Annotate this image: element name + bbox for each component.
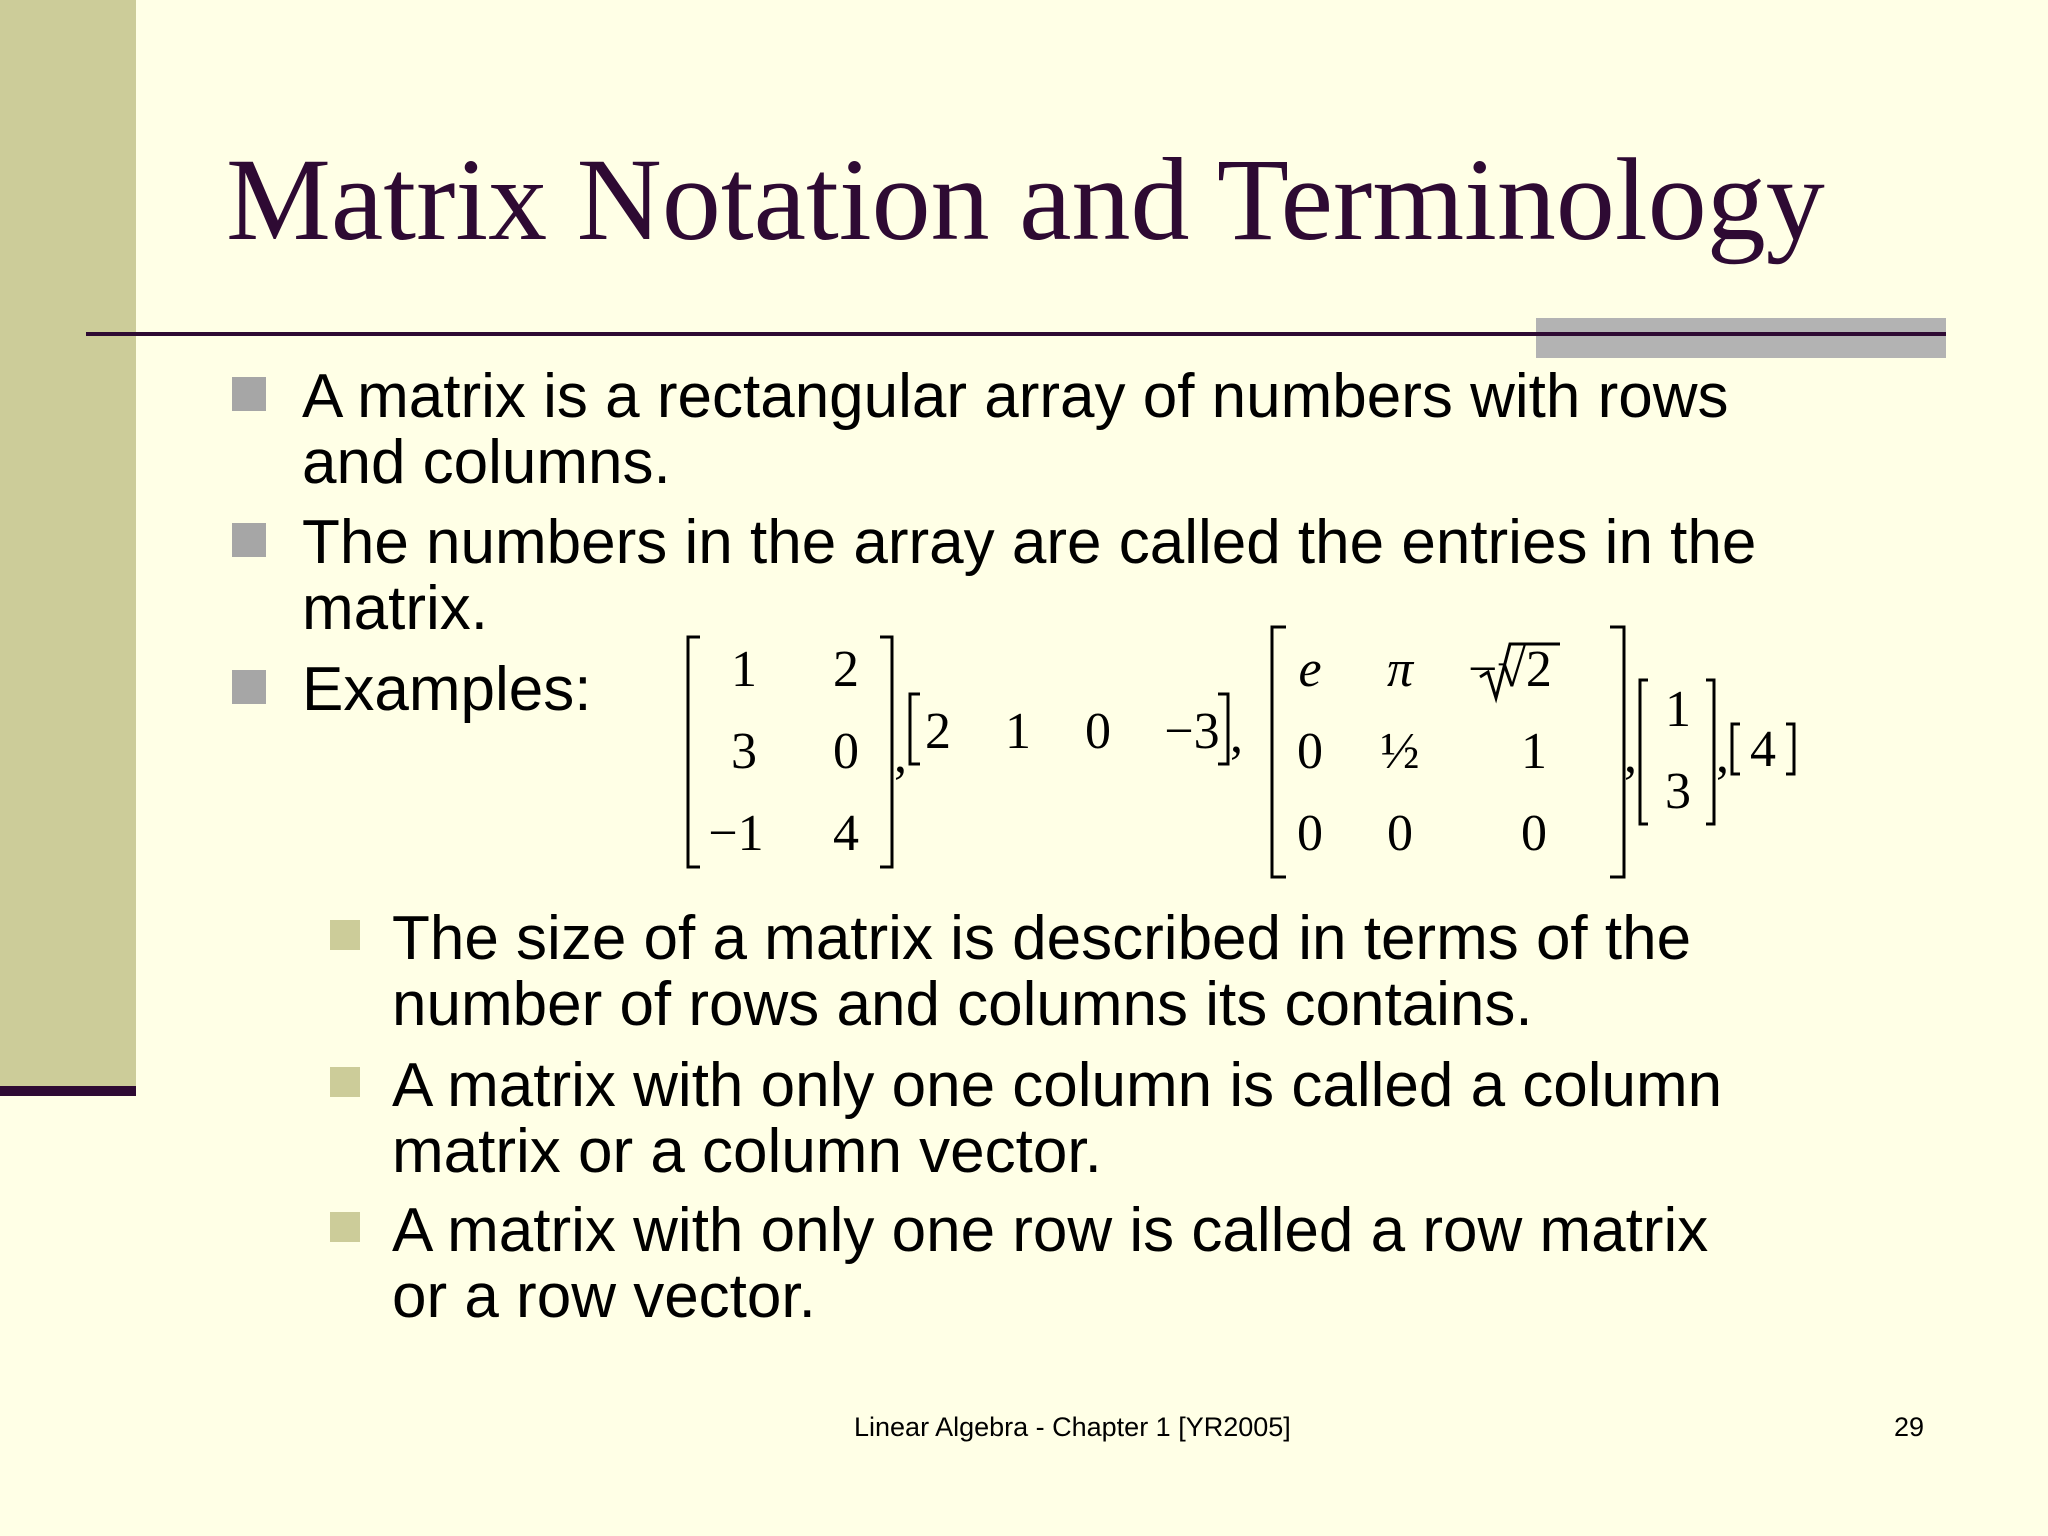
matrix-entry: 4 (833, 805, 859, 862)
bracket-left (1732, 724, 1740, 774)
matrix-entry: 2 (833, 641, 859, 698)
separator-comma: , (1716, 727, 1729, 784)
matrix-entry: π (1386, 641, 1414, 698)
matrix-entry: 0 (1085, 703, 1111, 760)
footer-text: Linear Algebra - Chapter 1 [YR2005] (854, 1412, 1291, 1442)
matrix-entry: 0 (1387, 805, 1413, 862)
bullet-square-icon (330, 920, 360, 950)
bullet-square-icon (330, 1212, 360, 1242)
bullet-text: and columns. (302, 428, 671, 497)
bracket-left (910, 694, 920, 764)
page-number: 29 (1894, 1412, 1925, 1442)
matrix-entry: 0 (1297, 805, 1323, 862)
matrix-entry: 3 (731, 723, 757, 780)
sub-bullet-text: matrix or a column vector. (392, 1117, 1102, 1186)
matrix-entry: −1 (708, 805, 764, 862)
bullet-square-icon (232, 670, 266, 704)
bracket-right (1786, 724, 1794, 774)
sub-bullet-text: A matrix with only one row is called a row matrix (392, 1196, 1709, 1265)
separator-comma: , (894, 727, 907, 784)
separator-comma: , (1230, 707, 1243, 764)
bracket-right (880, 637, 892, 867)
matrix-entry: −√2 (1468, 641, 1552, 698)
matrix-entry: 1 (1005, 703, 1031, 760)
matrix-entry: 4 (1750, 721, 1776, 778)
matrix-entry: 2 (925, 703, 951, 760)
matrix-entry: 3 (1665, 763, 1691, 820)
title-rule (86, 332, 1946, 336)
bracket-left (1272, 627, 1286, 877)
separator-comma: , (1624, 727, 1637, 784)
sub-bullet-text: number of rows and columns its contains. (392, 970, 1533, 1039)
matrix-entry: 0 (833, 723, 859, 780)
bracket-left (1640, 680, 1648, 824)
matrix-entry: 1 (1665, 681, 1691, 738)
sub-bullet-text: or a row vector. (392, 1262, 816, 1331)
bracket-left (688, 637, 700, 867)
bullet-square-icon (330, 1067, 360, 1097)
bracket-right (1610, 627, 1624, 877)
matrix-examples (680, 622, 1820, 882)
matrix-entry: ½ (1380, 723, 1420, 780)
bullet-text: A matrix is a rectangular array of numbers with rows (302, 362, 1729, 431)
bullet-text: matrix. (302, 574, 488, 643)
matrix-entry: 1 (731, 641, 757, 698)
matrix-entry: 0 (1297, 723, 1323, 780)
left-accent-bar (0, 0, 136, 1086)
matrix-examples-svg (680, 622, 1820, 882)
slide-title: Matrix Notation and Terminology (226, 134, 1825, 265)
matrix-entry: 1 (1521, 723, 1547, 780)
matrix-entry: e (1298, 641, 1322, 698)
sub-bullet-text: The size of a matrix is described in terms of the (392, 904, 1692, 973)
bracket-right (1706, 680, 1714, 824)
matrix-entry: −3 (1164, 703, 1220, 760)
bullet-text: The numbers in the array are called the entries in the (302, 508, 1757, 577)
bullet-square-icon (232, 377, 266, 411)
matrix-entry: 0 (1521, 805, 1547, 862)
title-rule-accent (1536, 318, 1946, 358)
left-accent-line (0, 1086, 136, 1096)
sub-bullet-text: A matrix with only one column is called a column (392, 1051, 1723, 1120)
bullet-square-icon (232, 523, 266, 557)
bullet-text: Examples: (302, 655, 592, 724)
